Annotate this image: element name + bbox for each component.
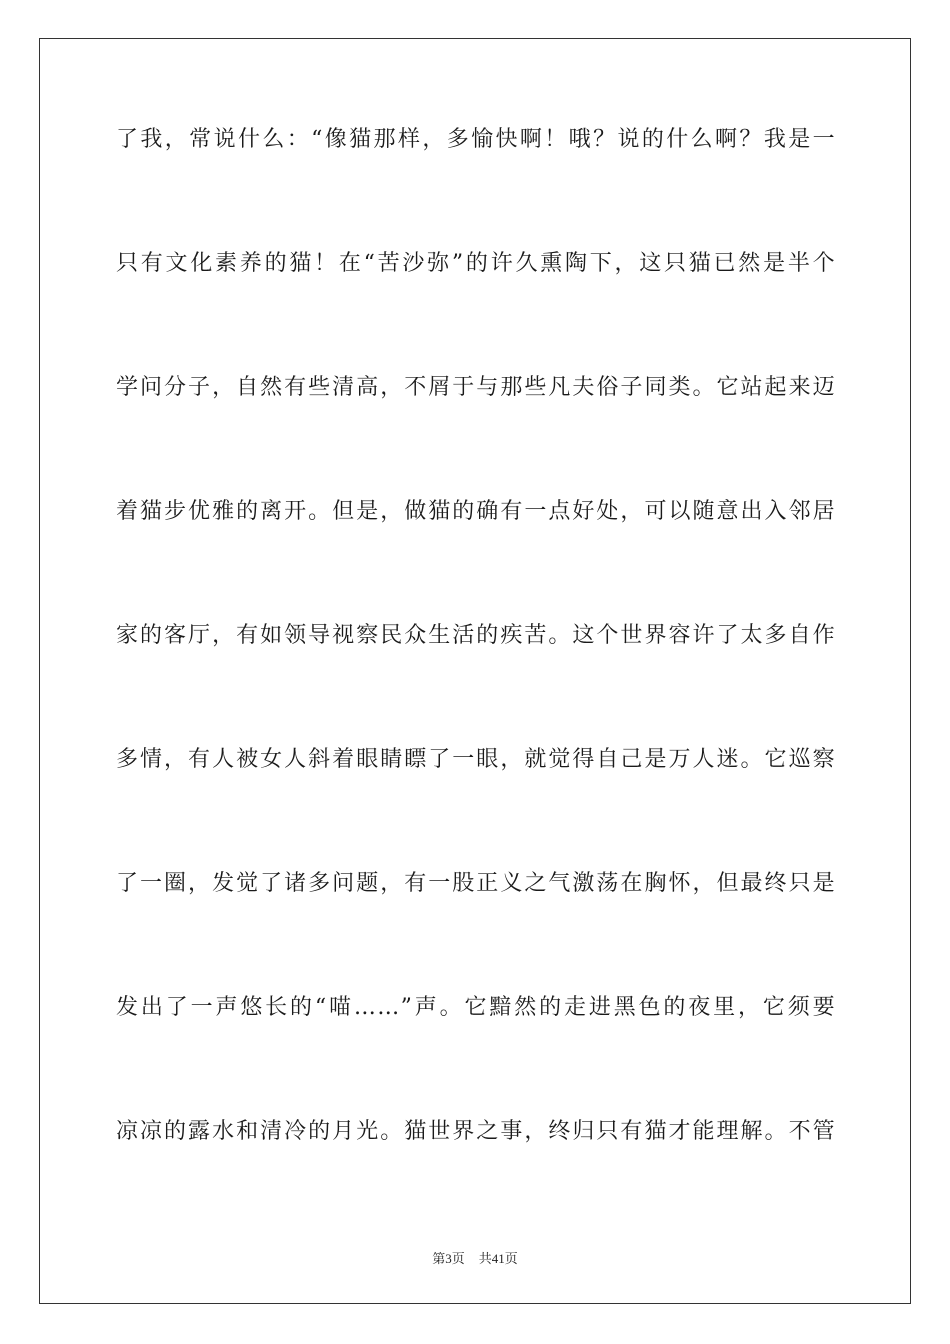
- body-line-4: 着猫步优雅的离开。但是，做猫的确有一点好处，可以随意出入邻居: [116, 499, 836, 524]
- body-line-6: 多情，有人被女人斜着眼睛瞟了一眼，就觉得自己是万人迷。它巡察: [116, 747, 836, 772]
- body-line-5: 家的客厅，有如领导视察民众生活的疾苦。这个世界容许了太多自作: [116, 623, 836, 648]
- document-body: [116, 128, 836, 1244]
- page-number: 第3页: [432, 1251, 465, 1266]
- body-line-8: 发出了一声悠长的“喵……”声。它黯然的走进黑色的夜里，它须要: [116, 995, 836, 1020]
- body-line-3: 学问分子，自然有些清高，不屑于与那些凡夫俗子同类。它站起来迈: [116, 375, 836, 400]
- page-total: 共41页: [478, 1251, 518, 1266]
- body-line-7: 了一圈，发觉了诸多问题，有一股正义之气激荡在胸怀，但最终只是: [116, 871, 836, 896]
- body-line-2: 只有文化素养的猫！在“苦沙弥”的许久熏陶下，这只猫已然是半个: [116, 251, 836, 276]
- body-line-9: 凉凉的露水和清冷的月光。猫世界之事，终归只有猫才能理解。不管: [116, 1119, 836, 1144]
- page-footer: [0, 1248, 950, 1267]
- body-line-1: 了我，常说什么：“像猫那样，多愉快啊！哦？说的什么啊？我是一: [116, 127, 836, 152]
